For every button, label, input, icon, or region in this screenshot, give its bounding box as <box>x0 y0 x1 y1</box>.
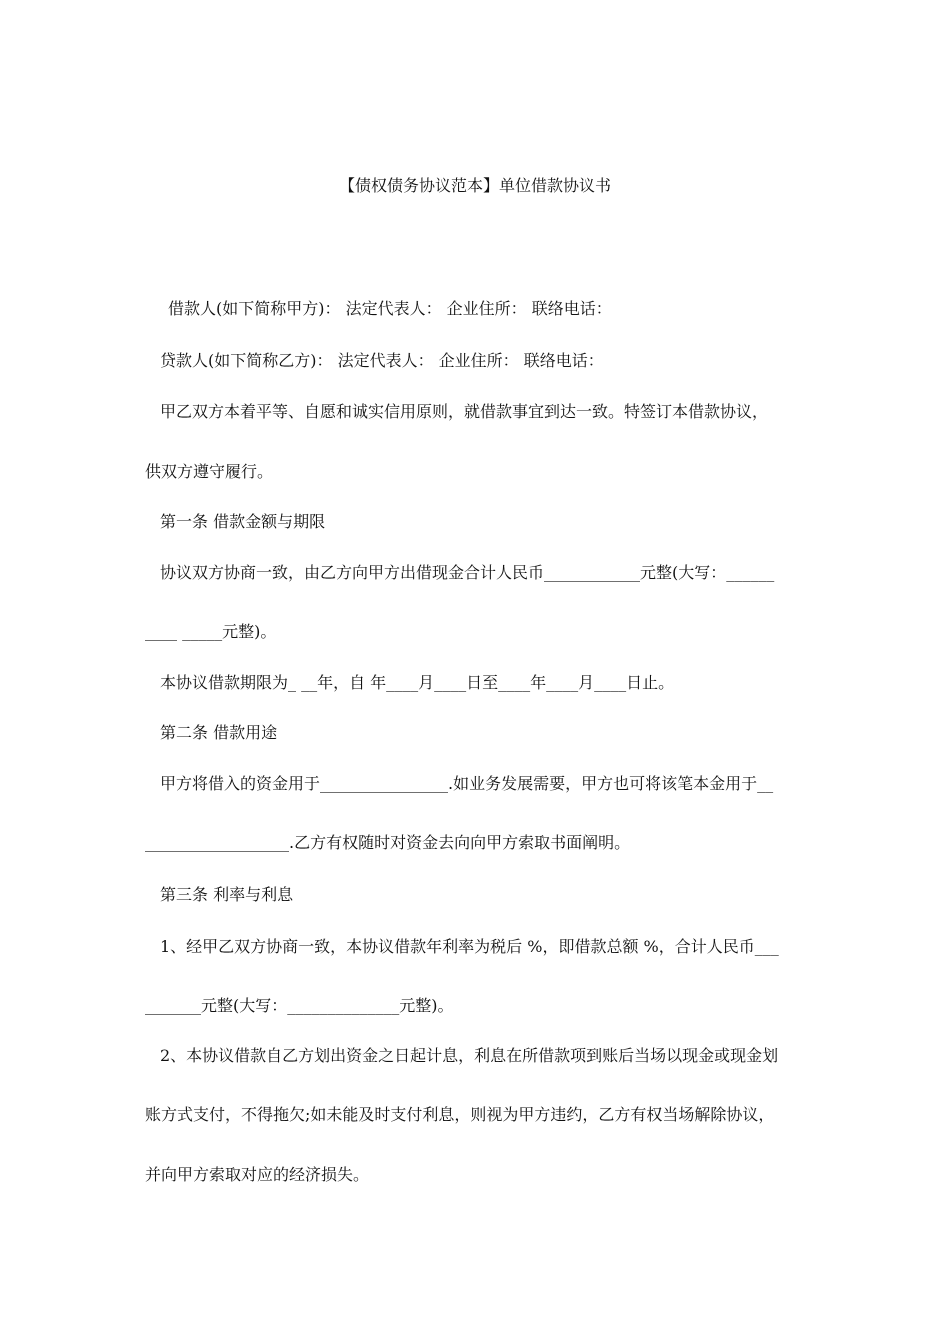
article-2-purpose-line-continued: __________________.乙方有权随时对资金去向向甲方索取书面阐明。 <box>145 833 631 852</box>
borrower-info-line: 借款人(如下简称甲方)： 法定代表人： 企业住所： 联络电话： <box>168 299 612 318</box>
article-3-item-1-line-continued: _______元整(大写：______________元整)。 <box>145 996 454 1015</box>
article-3-item-2-line-end: 并向甲方索取对应的经济损失。 <box>145 1165 370 1184</box>
article-3-item-2-line: 2、本协议借款自乙方划出资金之日起计息，利息在所借款项到账后当场以现金或现金划 <box>160 1046 779 1065</box>
article-1-amount-line: 协议双方协商一致，由乙方向甲方出借现金合计人民币____________元整(大写：______ <box>160 563 775 582</box>
preamble-line: 甲乙双方本着平等、自愿和诚实信用原则，就借款事宜到达一致。特签订本借款协议， <box>160 402 769 421</box>
article-3-item-2-line-continued: 账方式支付，不得拖欠;如未能及时支付利息，则视为甲方违约，乙方有权当场解除协议， <box>145 1105 775 1124</box>
article-1-term-line: 本协议借款期限为_ __年，自 年____月____日至____年____月____日止。 <box>160 673 675 692</box>
lender-info-line: 贷款人(如下简称乙方)： 法定代表人： 企业住所： 联络电话： <box>160 351 604 370</box>
document-title: 【债权债务协议范本】单位借款协议书 <box>338 176 611 195</box>
article-1-amount-line-continued: ____ _____元整)。 <box>145 622 277 641</box>
article-2-purpose-line: 甲方将借入的资金用于________________.如业务发展需要，甲方也可将该笔本金用于__ <box>160 774 774 793</box>
preamble-line-continued: 供双方遵守履行。 <box>145 462 274 481</box>
article-2-heading: 第二条 借款用途 <box>160 723 278 742</box>
article-3-item-1-line: 1、经甲乙双方协商一致，本协议借款年利率为税后 %，即借款总额 %，合计人民币___ <box>160 937 779 956</box>
article-1-heading: 第一条 借款金额与期限 <box>160 512 326 531</box>
article-3-heading: 第三条 利率与利息 <box>160 885 294 904</box>
